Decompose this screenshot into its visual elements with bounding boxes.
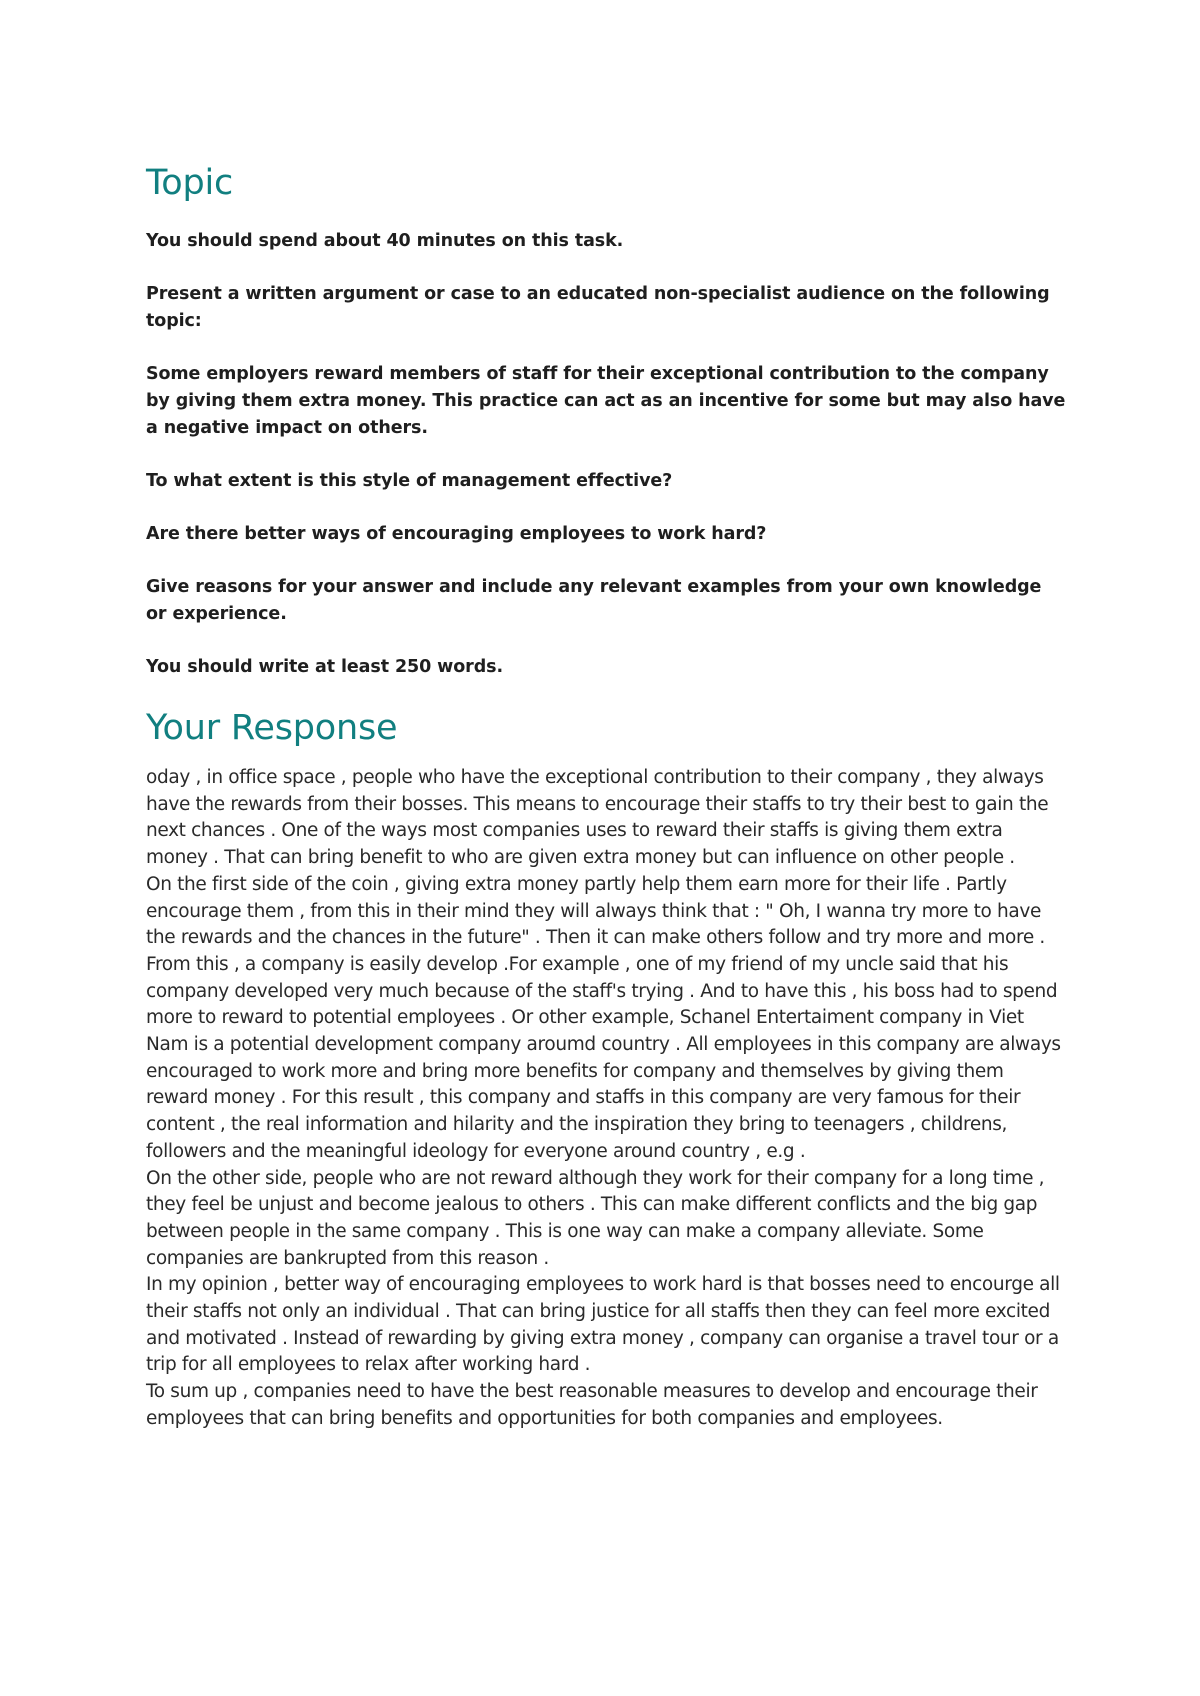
prompt-question-better-ways: Are there better ways of encouraging employees to work hard? [146,524,767,544]
response-paragraph-first-side: On the first side of the coin , giving extra money partly help them earn more for their life . Partly encourage them , from this in their mind they will always think that : " Oh, I wanna try more to have the rewards and the chances in the future" . Then it can make others follow and try more and more . From this , a company is easily develop .For example , one of my friend of my uncle said that his company developed very much because of the staff's trying . And to have this , his boss had to spend more to reward to potential employees . Or other example, Schanel Entertaiment company in Viet Nam is a potential development company aroumd country . All employees in this company are always encouraged to work more and bring more benefits for company and themselves by giving them reward money . For this result , this company and staffs in this company are very famous for their content , the real information and hilarity and the inspiration they bring to teenagers , childrens, followers and the meaningful ideology for everyone around country , e.g . [146,873,1061,1162]
response-paragraph-conclusion: To sum up , companies need to have the best reasonable measures to develop and encourage their employees that can bring benefits and opportunities for both companies and employees. [146,1381,1038,1429]
response-body [146,765,1066,1433]
response-paragraph-intro: oday , in office space , people who have the exceptional contribution to their company , they always have the rewards from their bosses. This means to encourage their staffs to try their best to gain the next chances . One of the ways most companies uses to reward their staffs is giving them extra money . That can bring benefit to who are given extra money but can influence on other people . [146,767,1049,869]
prompt-question-effectiveness: To what extent is this style of management effective? [146,471,673,491]
prompt-reasons-instruction: Give reasons for your answer and include any relevant examples from your own knowledge or experience. [146,577,1042,624]
response-paragraph-other-side: On the other side, people who are not reward although they work for their company for a long time , they feel be unjust and become jealous to others . This can make different conflicts and the big gap between people in the same company . This is one way can make a company alleviate. Some companies are bankrupted from this reason . [146,1167,1045,1269]
document-page [146,160,1066,1433]
prompt-word-count: You should write at least 250 words. [146,657,503,677]
prompt-time-instruction: You should spend about 40 minutes on this task. [146,231,624,251]
topic-heading: Topic [146,163,234,203]
prompt-audience-instruction: Present a written argument or case to an educated non-specialist audience on the following topic: [146,284,1050,331]
response-paragraph-opinion: In my opinion , better way of encouraging employees to work hard is that bosses need to encourge all their staffs not only an individual . That can bring justice for all staffs then they can feel more excited and motivated . Instead of rewarding by giving extra money , company can organise a travel tour or a trip for all employees to relax after working hard . [146,1274,1060,1376]
topic-prompt [146,228,1066,681]
prompt-statement: Some employers reward members of staff for their exceptional contribution to the company by giving them extra money. This practice can act as an incentive for some but may also have a negative impact on others. [146,364,1066,438]
response-heading: Your Response [146,708,398,748]
